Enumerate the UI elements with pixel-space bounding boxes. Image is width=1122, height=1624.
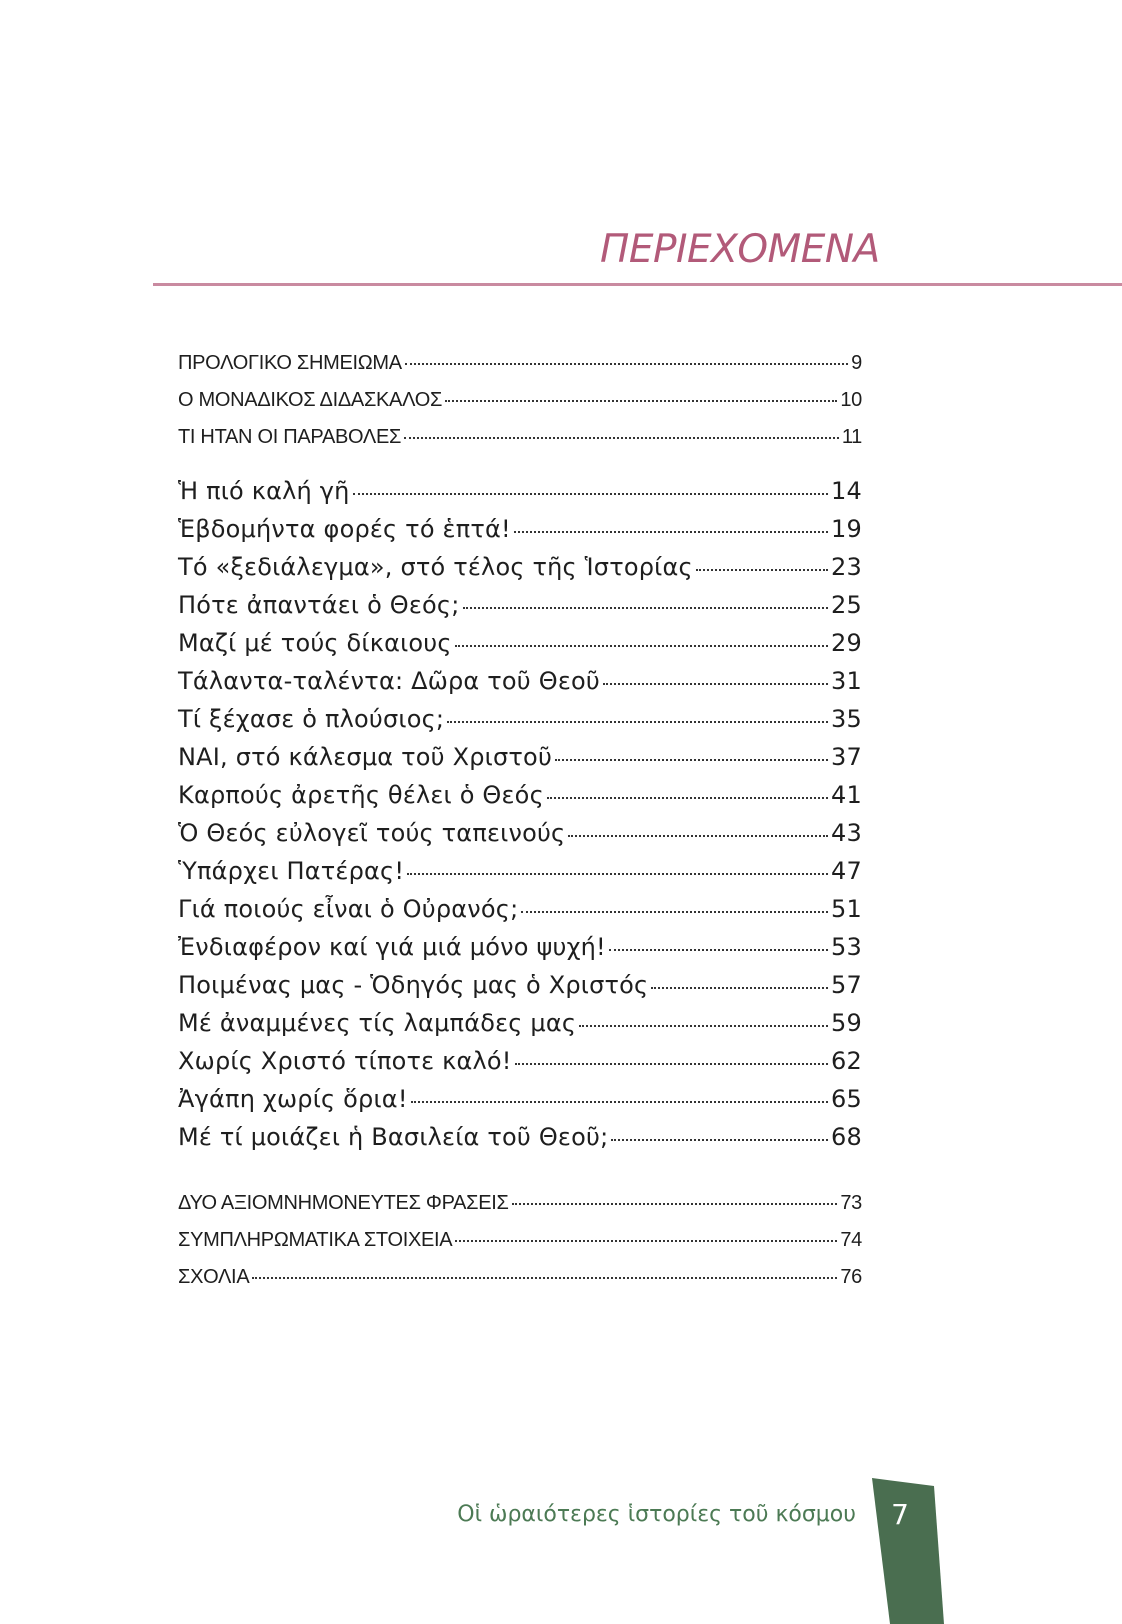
toc-entry-page: 65 — [831, 1085, 862, 1113]
toc-entry-page: 29 — [831, 629, 862, 657]
toc-entry-label: ΝΑΙ, στό κάλεσμα τοῦ Χριστοῦ — [178, 743, 553, 771]
toc-entry-label: Τάλαντα-ταλέντα: Δῶρα τοῦ Θεοῦ — [178, 667, 600, 695]
toc-entry-label: Ἀγάπη χωρίς ὅρια! — [178, 1085, 408, 1113]
toc-entry-page: 53 — [831, 933, 862, 961]
toc-entry-label: Μαζί μέ τούς δίκαιους — [178, 629, 452, 657]
toc-entry-page: 59 — [831, 1009, 862, 1037]
toc-entry-label: Γιά ποιούς εἶναι ὁ Οὐρανός; — [178, 895, 519, 923]
toc-entry-label: Ὁ Θεός εὐλογεῖ τούς ταπεινούς — [178, 819, 566, 847]
toc-entry-page: 68 — [831, 1123, 862, 1151]
toc-entry-page: 74 — [840, 1229, 862, 1251]
toc-entry-label: Τό «ξεδιάλεγμα», στό τέλος τῆς Ἱστορίας — [178, 553, 693, 581]
toc-entry-page: 73 — [840, 1192, 862, 1214]
toc-entry-page: 47 — [831, 857, 862, 885]
toc-entry-page: 31 — [831, 667, 862, 695]
toc-entry-page: 9 — [851, 352, 862, 374]
toc-entry-label: Ἡ πιό καλή γῆ — [178, 477, 350, 505]
toc-entry-label: Ἐνδιαφέρον καί γιά μιά μόνο ψυχή! — [178, 933, 606, 961]
toc-entry-label: ΤΙ ΗΤΑΝ ΟΙ ΠΑΡΑΒΟΛΕΣ — [178, 426, 402, 448]
toc-entry-label: Ο ΜΟΝΑΔΙΚΟΣ ΔΙΔΑΣΚΑΛΟΣ — [178, 389, 443, 411]
toc-entry-page: 37 — [831, 743, 862, 771]
toc-entry-label: Μέ ἀναμμένες τίς λαμπάδες μας — [178, 1009, 577, 1037]
page-title: ΠΕΡΙΕΧΟΜΕΝΑ — [600, 227, 880, 272]
toc-entry-label: ΣΥΜΠΛΗΡΩΜΑΤΙΚΑ ΣΤΟΙΧΕΙΑ — [178, 1229, 453, 1251]
page-number: 7 — [891, 1498, 909, 1531]
toc-entry-page: 25 — [831, 591, 862, 619]
footer-book-title: Οἱ ὡραιότερες ἱστορίες τοῦ κόσμου — [457, 1502, 856, 1527]
toc-entry-label: Πότε ἀπαντάει ὁ Θεός; — [178, 591, 460, 619]
toc-entry-page: 43 — [831, 819, 862, 847]
toc-entry-label: ΠΡΟΛΟΓΙΚΟ ΣΗΜΕΙΩΜΑ — [178, 352, 402, 374]
toc-entry-page: 35 — [831, 705, 862, 733]
toc-entry-page: 19 — [831, 515, 862, 543]
toc-entry-page: 11 — [841, 426, 862, 448]
toc-entry-page: 62 — [831, 1047, 862, 1075]
toc-entry-page: 57 — [831, 971, 862, 999]
toc-entry-label: Ἑβδομήντα φορές τό ἑπτά! — [178, 515, 511, 543]
toc-entry-label: Ὑπάρχει Πατέρας! — [178, 857, 405, 885]
toc-entry-page: 51 — [831, 895, 862, 923]
toc-entry-page: 10 — [840, 389, 862, 411]
toc-entry-label: ΔΥΟ ΑΞΙΟΜΝΗΜΟΝΕΥΤΕΣ ΦΡΑΣΕΙΣ — [178, 1192, 509, 1214]
toc-entry-label: Ποιμένας μας - Ὁδηγός μας ὁ Χριστός — [178, 971, 649, 999]
toc-entry-label: Τί ξέχασε ὁ πλούσιος; — [178, 705, 445, 733]
toc-entry-label: Μέ τί μοιάζει ἡ Βασιλεία τοῦ Θεοῦ; — [178, 1123, 609, 1151]
toc-entry-label: Χωρίς Χριστό τίποτε καλό! — [178, 1047, 512, 1075]
toc-entry-label: Καρπούς ἀρετῆς θέλει ὁ Θεός — [178, 781, 544, 809]
toc-entry-page: 23 — [831, 553, 862, 581]
toc-entry-page: 14 — [831, 477, 862, 505]
toc-entry-page: 41 — [831, 781, 862, 809]
toc-entry-page: 76 — [840, 1266, 862, 1288]
toc-entry-label: ΣΧΟΛΙΑ — [178, 1266, 250, 1288]
